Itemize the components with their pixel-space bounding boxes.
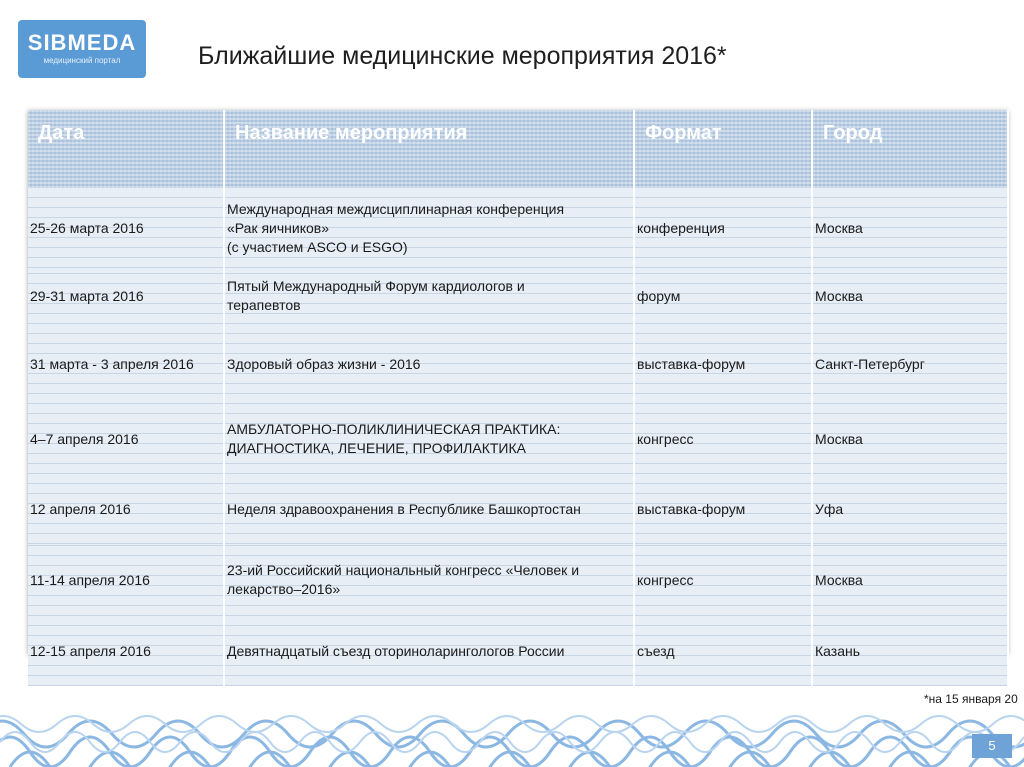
table-row — [28, 268, 1008, 324]
cell-format: форум — [634, 268, 812, 324]
sibmeda-logo[interactable] — [18, 20, 146, 78]
cell-event-name — [224, 268, 634, 324]
cell-city: Москва — [812, 268, 1008, 324]
table-row — [28, 616, 1008, 686]
event-name-line: 23-ий Российский национальный конгресс «Человек и — [227, 562, 580, 578]
event-name-line: «Рак яичников» — [227, 219, 329, 236]
table-row — [28, 324, 1008, 404]
event-name-line: (с участием ASCO и ESGO) — [227, 238, 408, 255]
cell-date: 11-14 апреля 2016 — [28, 544, 224, 616]
cell-city: Казань — [812, 616, 1008, 686]
table-row — [28, 188, 1008, 268]
cell-event-name — [224, 616, 634, 686]
logo-tagline: медицинский портал — [43, 56, 121, 65]
events-table — [28, 110, 1009, 686]
cell-city: Москва — [812, 188, 1008, 268]
cell-date: 12 апреля 2016 — [28, 474, 224, 544]
cell-event-name — [224, 324, 634, 404]
cell-format: выставка-форум — [634, 474, 812, 544]
cell-event-name — [224, 188, 634, 268]
event-name-line: терапевтов — [227, 297, 301, 313]
event-name-line: Международная междисциплинарная конференция — [227, 200, 565, 217]
events-table-card — [28, 110, 1008, 659]
event-name-line: Пятый Международный Форум кардиологов и — [227, 278, 525, 294]
event-name-line: Здоровый образ жизни - 2016 — [227, 355, 421, 372]
cell-format: конференция — [634, 188, 812, 268]
cell-event-name — [224, 544, 634, 616]
header-format: Формат — [634, 110, 812, 188]
table-row — [28, 544, 1008, 616]
page-title: Ближайшие медицинские мероприятия 2016* — [198, 42, 727, 70]
header-date: Дата — [28, 110, 224, 188]
cell-city: Москва — [812, 404, 1008, 474]
cell-date: 12-15 апреля 2016 — [28, 616, 224, 686]
cell-format: съезд — [634, 616, 812, 686]
event-name-line: лекарство–2016» — [227, 581, 341, 597]
cell-date: 25-26 марта 2016 — [28, 188, 224, 268]
page-number: 5 — [972, 734, 1012, 758]
cell-city: Уфа — [812, 474, 1008, 544]
cell-date: 4–7 апреля 2016 — [28, 404, 224, 474]
event-name-line: ДИАГНОСТИКА, ЛЕЧЕНИЕ, ПРОФИЛАКТИКА — [227, 440, 526, 456]
cell-city: Москва — [812, 544, 1008, 616]
header-event-name: Название мероприятия — [224, 110, 634, 188]
event-name-line: Девятнадцатый съезд оториноларингологов России — [227, 642, 565, 659]
decorative-wave-pattern — [0, 712, 1024, 767]
footnote: *на 15 января 20 — [924, 692, 1018, 706]
header-city: Город — [812, 110, 1008, 188]
cell-format: конгресс — [634, 404, 812, 474]
logo-wordmark: SIBMEDA — [27, 30, 137, 55]
cell-city: Санкт-Петербург — [812, 324, 1008, 404]
event-name-line: АМБУЛАТОРНО-ПОЛИКЛИНИЧЕСКАЯ ПРАКТИКА: — [227, 421, 561, 437]
cell-format: конгресс — [634, 544, 812, 616]
table-row — [28, 474, 1008, 544]
cell-date: 31 марта - 3 апреля 2016 — [28, 324, 224, 404]
event-name-line: Неделя здравоохранения в Республике Башкортостан — [227, 500, 581, 517]
table-row — [28, 404, 1008, 474]
cell-format: выставка-форум — [634, 324, 812, 404]
cell-event-name — [224, 404, 634, 474]
cell-date: 29-31 марта 2016 — [28, 268, 224, 324]
table-header-row — [28, 110, 1008, 188]
cell-event-name — [224, 474, 634, 544]
